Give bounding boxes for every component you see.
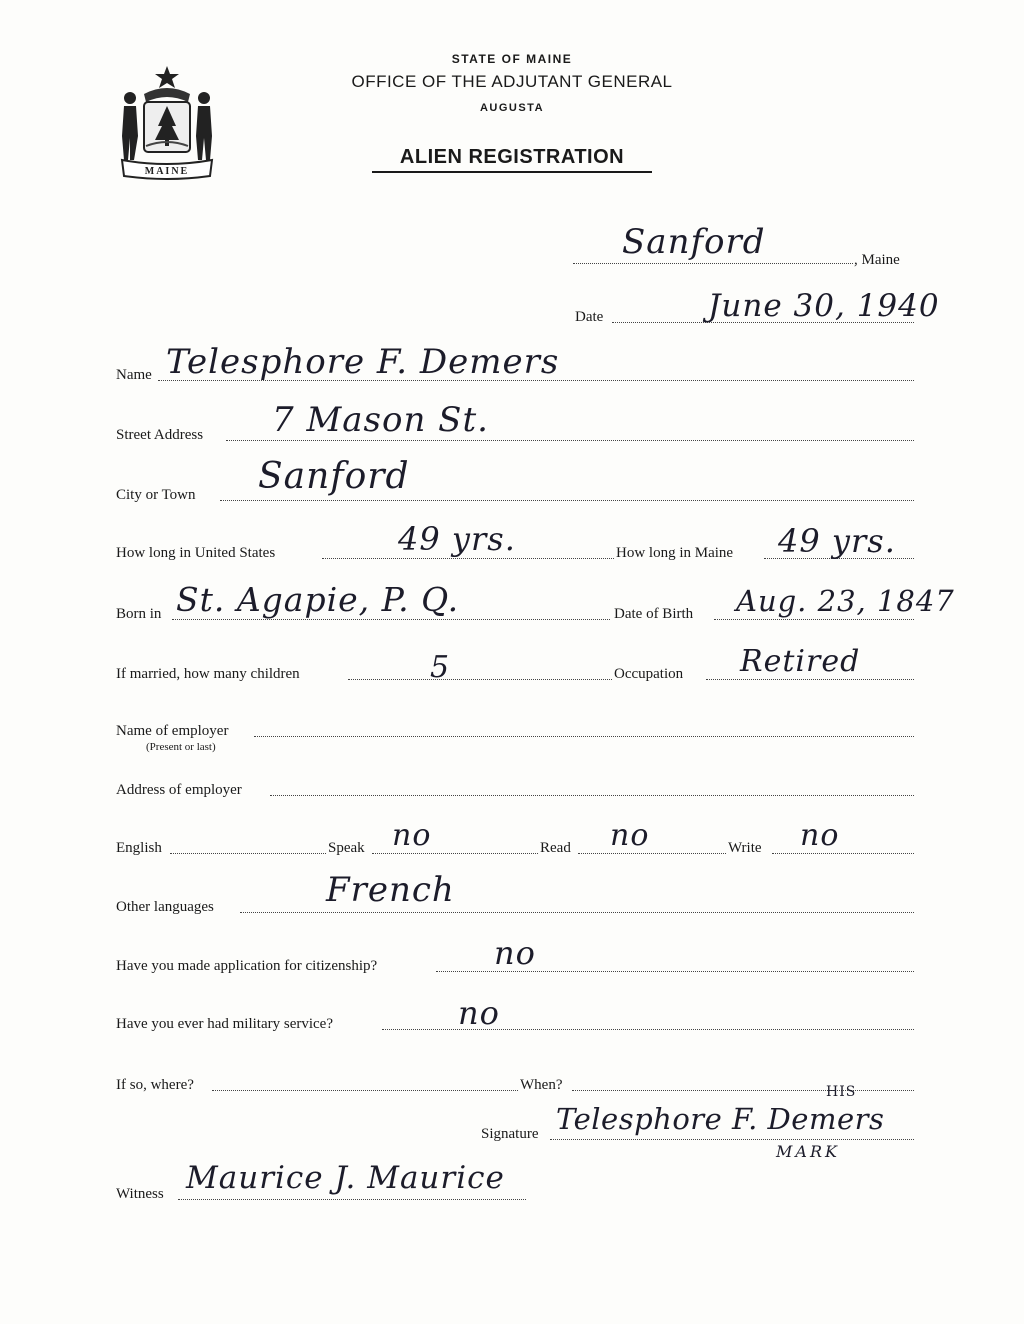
office-heading: OFFICE OF THE ADJUTANT GENERAL: [351, 72, 673, 91]
other-languages-line: [240, 912, 914, 913]
born-in-line: [172, 619, 610, 620]
how-long-maine-value: 49 yrs.: [778, 522, 896, 560]
date-of-birth-line: [714, 619, 914, 620]
born-in-value: St. Agapie, P. Q.: [176, 580, 460, 619]
employer-name-line: [254, 736, 914, 737]
street-address-value: 7 Mason St.: [272, 400, 489, 440]
write-label: Write: [728, 840, 762, 856]
occupation-label: Occupation: [614, 666, 684, 682]
occupation-line: [706, 679, 914, 680]
date-of-birth-label: Date of Birth: [614, 606, 694, 622]
form-title: ALIEN REGISTRATION: [372, 146, 652, 173]
witness-label: Witness: [116, 1186, 164, 1202]
seal-label: MAINE: [144, 166, 190, 177]
date-of-birth-value: Aug. 23, 1847: [736, 584, 955, 618]
city-or-town-line: [220, 500, 914, 501]
employer-address-label: Address of employer: [116, 782, 242, 798]
born-in-label: Born in: [116, 606, 162, 622]
other-languages-value: French: [326, 870, 455, 910]
children-value: 5: [430, 650, 451, 685]
witness-signature-value: Maurice J. Maurice: [186, 1160, 505, 1196]
english-line: [170, 853, 326, 854]
mark-annotation: MARK: [776, 1142, 840, 1161]
citizenship-value: no: [494, 934, 536, 972]
children-label: If married, how many children: [116, 666, 300, 682]
city-heading: AUGUSTA: [479, 102, 545, 114]
speak-value: no: [392, 818, 432, 853]
occupation-value: Retired: [740, 644, 861, 679]
read-value: no: [610, 818, 650, 853]
other-languages-label: Other languages: [116, 899, 214, 915]
children-line: [348, 679, 612, 680]
read-line: [578, 853, 726, 854]
speak-label: Speak: [328, 840, 365, 856]
employer-address-line: [270, 795, 914, 796]
town-value: Sanford: [622, 222, 766, 262]
signature-value: Telesphore F. Demers: [556, 1102, 885, 1136]
witness-line: [178, 1199, 526, 1200]
name-value: Telesphore F. Demers: [166, 342, 560, 382]
speak-line: [372, 853, 538, 854]
state-heading: STATE OF MAINE: [451, 52, 573, 66]
city-or-town-value: Sanford: [258, 456, 410, 497]
name-label: Name: [116, 367, 152, 383]
when-label: When?: [520, 1077, 563, 1093]
how-long-maine-label: How long in Maine: [616, 545, 734, 561]
military-label: Have you ever had military service?: [116, 1016, 333, 1032]
signature-label: Signature: [481, 1126, 539, 1142]
write-value: no: [800, 818, 840, 853]
street-address-line: [226, 440, 914, 441]
if-so-where-line: [212, 1090, 518, 1091]
when-line: [572, 1090, 914, 1091]
town-line: [573, 263, 853, 264]
write-line: [772, 853, 914, 854]
city-or-town-label: City or Town: [116, 487, 196, 503]
read-label: Read: [540, 840, 571, 856]
employer-name-label: Name of employer: [116, 723, 229, 739]
citizenship-label: Have you made application for citizenship?: [116, 958, 378, 974]
employer-note-label: (Present or last): [146, 741, 216, 753]
how-long-us-line: [322, 558, 614, 559]
if-so-where-label: If so, where?: [116, 1077, 194, 1093]
date-label: Date: [575, 309, 604, 325]
street-address-label: Street Address: [116, 427, 204, 443]
military-value: no: [458, 994, 500, 1032]
maine-suffix-label: , Maine: [854, 252, 900, 268]
how-long-us-label: How long in United States: [116, 545, 276, 561]
english-label: English: [116, 840, 162, 856]
date-value: June 30, 1940: [708, 288, 940, 324]
mark-his-annotation: HIS: [826, 1084, 857, 1100]
how-long-us-value: 49 yrs.: [398, 520, 516, 558]
signature-line: [550, 1139, 914, 1140]
